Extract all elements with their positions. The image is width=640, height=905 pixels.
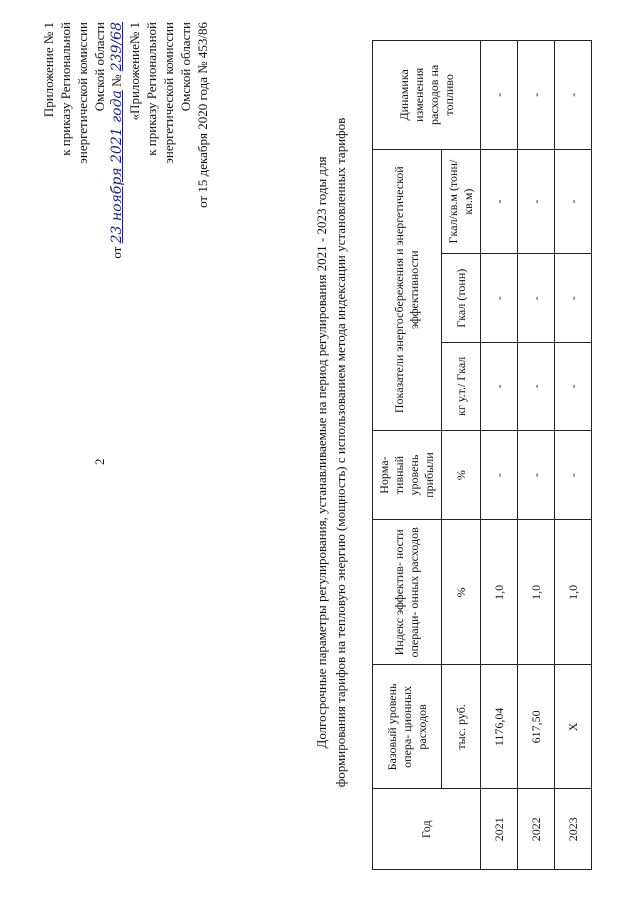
cell-ee2: - bbox=[518, 254, 555, 342]
from-prefix: от bbox=[109, 246, 124, 259]
cell-ee3: - bbox=[518, 149, 555, 254]
header-line: энергетической комиссии bbox=[75, 22, 90, 164]
cell-idx: 1,0 bbox=[518, 520, 555, 665]
order-date-line bbox=[108, 22, 126, 322]
title-line: формирования тарифов на тепловую энергию (мощность) с использованием метода индексации установленных тарифов bbox=[333, 117, 348, 788]
number-prefix: № bbox=[109, 74, 124, 87]
table-row bbox=[518, 41, 555, 870]
cell-ee1: - bbox=[481, 342, 518, 430]
cell-profit: - bbox=[481, 430, 518, 520]
header-line: энергетической комиссии bbox=[161, 22, 176, 164]
cell-dyn: - bbox=[555, 41, 592, 150]
unit-base-level: тыс. руб. bbox=[442, 665, 481, 789]
header-line: Омской области bbox=[178, 22, 193, 112]
table-row bbox=[555, 41, 592, 870]
cell-year: 2022 bbox=[518, 789, 555, 870]
unit-efficiency-index: % bbox=[442, 520, 481, 665]
appendix-header bbox=[40, 22, 211, 322]
cell-dyn: - bbox=[481, 41, 518, 150]
header-profit-level: Норма- тивный уровень прибыли bbox=[373, 430, 442, 520]
header-line: Приложение № 1 bbox=[41, 22, 56, 118]
cell-base: X bbox=[555, 665, 592, 789]
table-row bbox=[481, 41, 518, 870]
parameters-table bbox=[372, 40, 592, 870]
header-line: «Приложение№ 1 bbox=[127, 22, 142, 121]
handwritten-number: 239/68 bbox=[109, 22, 125, 72]
header-year: Год bbox=[373, 789, 481, 870]
cell-idx: 1,0 bbox=[555, 520, 592, 665]
header-line: от 15 декабря 2020 года № 453/86 bbox=[195, 22, 210, 208]
header-base-level: Базовый уровень опера- ционных расходов bbox=[373, 665, 442, 789]
unit-profit-level: % bbox=[442, 430, 481, 520]
document-title bbox=[312, 30, 350, 875]
handwritten-date: 23 ноября 2021 года bbox=[109, 90, 125, 244]
unit-ee3: Гкал/кв.м (тонн/кв.м) bbox=[442, 149, 481, 254]
cell-ee3: - bbox=[481, 149, 518, 254]
title-line: Долгосрочные параметры регулирования, устанавливаемые на период регулирования 2021 - 2023 годы для bbox=[314, 156, 329, 749]
cell-dyn: - bbox=[518, 41, 555, 150]
page-number: 2 bbox=[92, 458, 107, 465]
cell-ee2: - bbox=[481, 254, 518, 342]
header-line: Омской области bbox=[92, 22, 107, 112]
cell-ee2: - bbox=[555, 254, 592, 342]
cell-ee1: - bbox=[555, 342, 592, 430]
header-energy-indicators: Показатели энергосбережения и энергетической эффективности bbox=[373, 149, 442, 430]
header-line: к приказу Региональной bbox=[58, 22, 73, 156]
cell-ee3: - bbox=[555, 149, 592, 254]
header-fuel-dynamics: Динамика изменения расходов на топливо bbox=[373, 41, 481, 150]
cell-profit: - bbox=[555, 430, 592, 520]
cell-idx: 1,0 bbox=[481, 520, 518, 665]
unit-ee2: Гкал (тонн) bbox=[442, 254, 481, 342]
cell-base: 617,50 bbox=[518, 665, 555, 789]
cell-ee1: - bbox=[518, 342, 555, 430]
unit-ee1: кг у.т./ Гкал bbox=[442, 342, 481, 430]
cell-profit: - bbox=[518, 430, 555, 520]
cell-base: 1176,04 bbox=[481, 665, 518, 789]
header-efficiency-index: Индекс эффектив- ности операци- онных расходов bbox=[373, 520, 442, 665]
header-line: к приказу Региональной bbox=[144, 22, 159, 156]
cell-year: 2021 bbox=[481, 789, 518, 870]
cell-year: 2023 bbox=[555, 789, 592, 870]
